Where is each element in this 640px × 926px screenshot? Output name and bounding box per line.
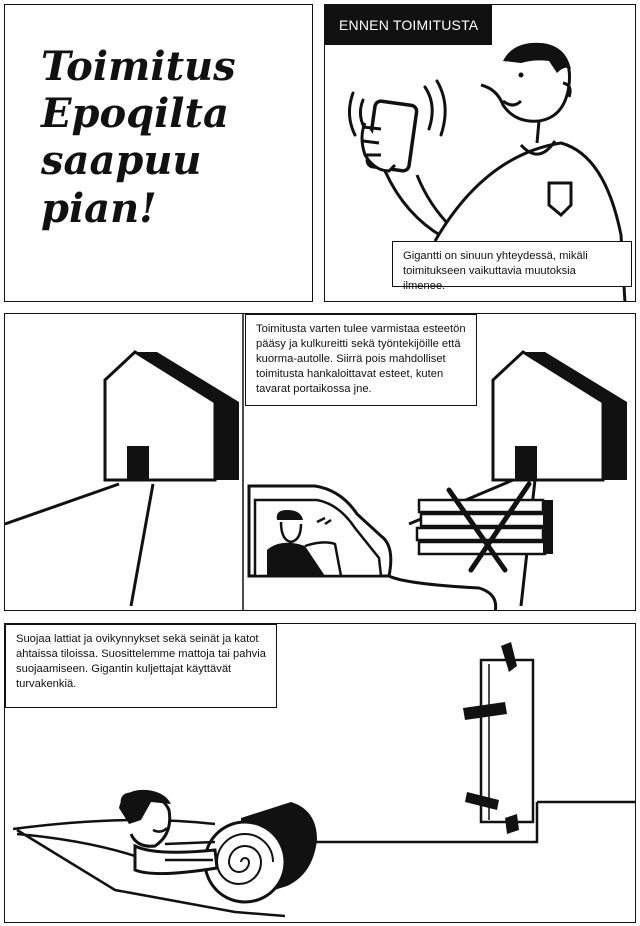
house-right-illustration	[493, 352, 627, 480]
door-protection-illustration	[463, 642, 533, 834]
caption-contact: Gigantti on sinuun yhteydessä, mikäli toimitukseen vaikuttavia muutoksia ilmenee.	[392, 241, 632, 287]
section-label: ENNEN TOIMITUSTA	[325, 5, 492, 45]
panel-protection	[4, 623, 636, 923]
title-line-2: Epoqilta	[41, 90, 229, 138]
caption-protection: Suojaa lattiat ja ovikynnykset sekä seinät ja katot ahtaissa tiloissa. Suosittelemme mattoja tai pahvia suojaamiseen. Gigantin kuljettajat käyttävät turvakenkiä.	[5, 624, 277, 708]
title-line-3: saapuu	[41, 137, 202, 185]
caption-access: Toimitusta varten tulee varmistaa esteetön pääsy ja kulkureitti sekä työntekijöille että kuorma-autolle. Siirrä pois mahdolliset toimitusta hankaloittavat esteet, kuten tavarat portaikossa jne.	[245, 314, 477, 406]
worker-illustration	[17, 790, 217, 874]
panel-before-delivery	[324, 4, 636, 302]
panel-title	[4, 4, 313, 302]
page-title	[41, 43, 236, 232]
house-left-illustration	[105, 352, 239, 480]
carpet-roll-illustration	[205, 802, 317, 902]
panel-access-route	[4, 313, 636, 611]
title-line-1: Toimitus	[41, 43, 236, 90]
title-line-4: pian!	[41, 184, 157, 232]
